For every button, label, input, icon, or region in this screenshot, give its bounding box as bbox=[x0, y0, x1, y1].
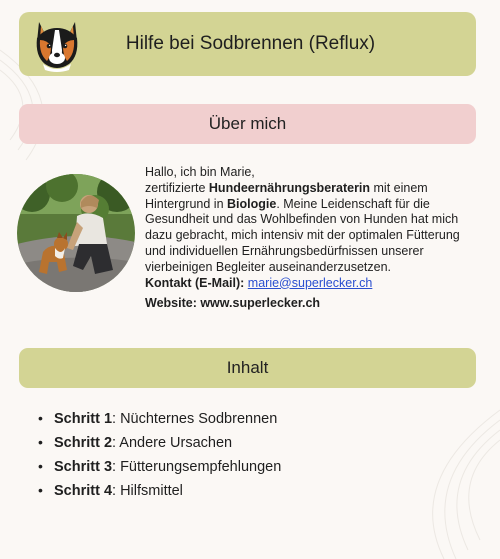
bullet-icon: • bbox=[38, 434, 43, 450]
bio-text bbox=[145, 165, 465, 312]
page-title: Hilfe bei Sodbrennen (Reflux) bbox=[125, 33, 376, 54]
list-item bbox=[38, 454, 281, 478]
list-item bbox=[38, 478, 281, 502]
step-title: : Fütterungsempfehlungen bbox=[112, 459, 282, 475]
bullet-icon: • bbox=[38, 410, 43, 426]
step-title: : Andere Ursachen bbox=[112, 435, 233, 451]
profile-photo-image bbox=[17, 174, 135, 292]
step-title: : Nüchternes Sodbrennen bbox=[112, 411, 278, 427]
bio-line1-suffix: mit einem bbox=[370, 180, 428, 195]
step-label: Schritt 3 bbox=[54, 459, 113, 475]
bio-line2-prefix: Hintergrund in bbox=[145, 196, 227, 211]
bio-field: Biologie bbox=[227, 196, 277, 211]
contents-list bbox=[38, 406, 281, 502]
contact-label: Kontakt (E-Mail): bbox=[145, 275, 245, 290]
step-label: Schritt 2 bbox=[54, 435, 113, 451]
bio-line1-prefix: zertifizierte bbox=[145, 180, 209, 195]
about-heading: Über mich bbox=[19, 104, 476, 144]
list-item bbox=[38, 430, 281, 454]
website-label: Website: www.superlecker.ch bbox=[145, 296, 321, 311]
step-label: Schritt 1 bbox=[54, 411, 113, 427]
bio-greeting: Hallo, ich bin Marie, bbox=[145, 165, 255, 179]
sheltie-dog-logo-icon bbox=[29, 16, 85, 72]
bullet-icon: • bbox=[38, 482, 43, 498]
bio-body: . Meine Leidenschaft für die Gesundheit und das Wohlbefinden von Hunden hat mich dazu gebracht, mich intensiv mit der optimalen Fütterung und individuellen Ernährungsbedürfnissen unserer vierbeinigen Begleiter auseinanderzusetzen. bbox=[145, 196, 460, 274]
profile-photo bbox=[17, 174, 135, 292]
list-item bbox=[38, 406, 281, 430]
step-label: Schritt 4 bbox=[54, 483, 113, 499]
contents-heading: Inhalt bbox=[19, 348, 476, 388]
contact-email-link[interactable]: marie@superlecker.ch bbox=[247, 275, 373, 290]
header-bar bbox=[19, 12, 476, 76]
bullet-icon: • bbox=[38, 458, 43, 474]
bio-certification: Hundeernährungsberaterin bbox=[208, 180, 371, 195]
step-title: : Hilfsmittel bbox=[112, 483, 183, 499]
